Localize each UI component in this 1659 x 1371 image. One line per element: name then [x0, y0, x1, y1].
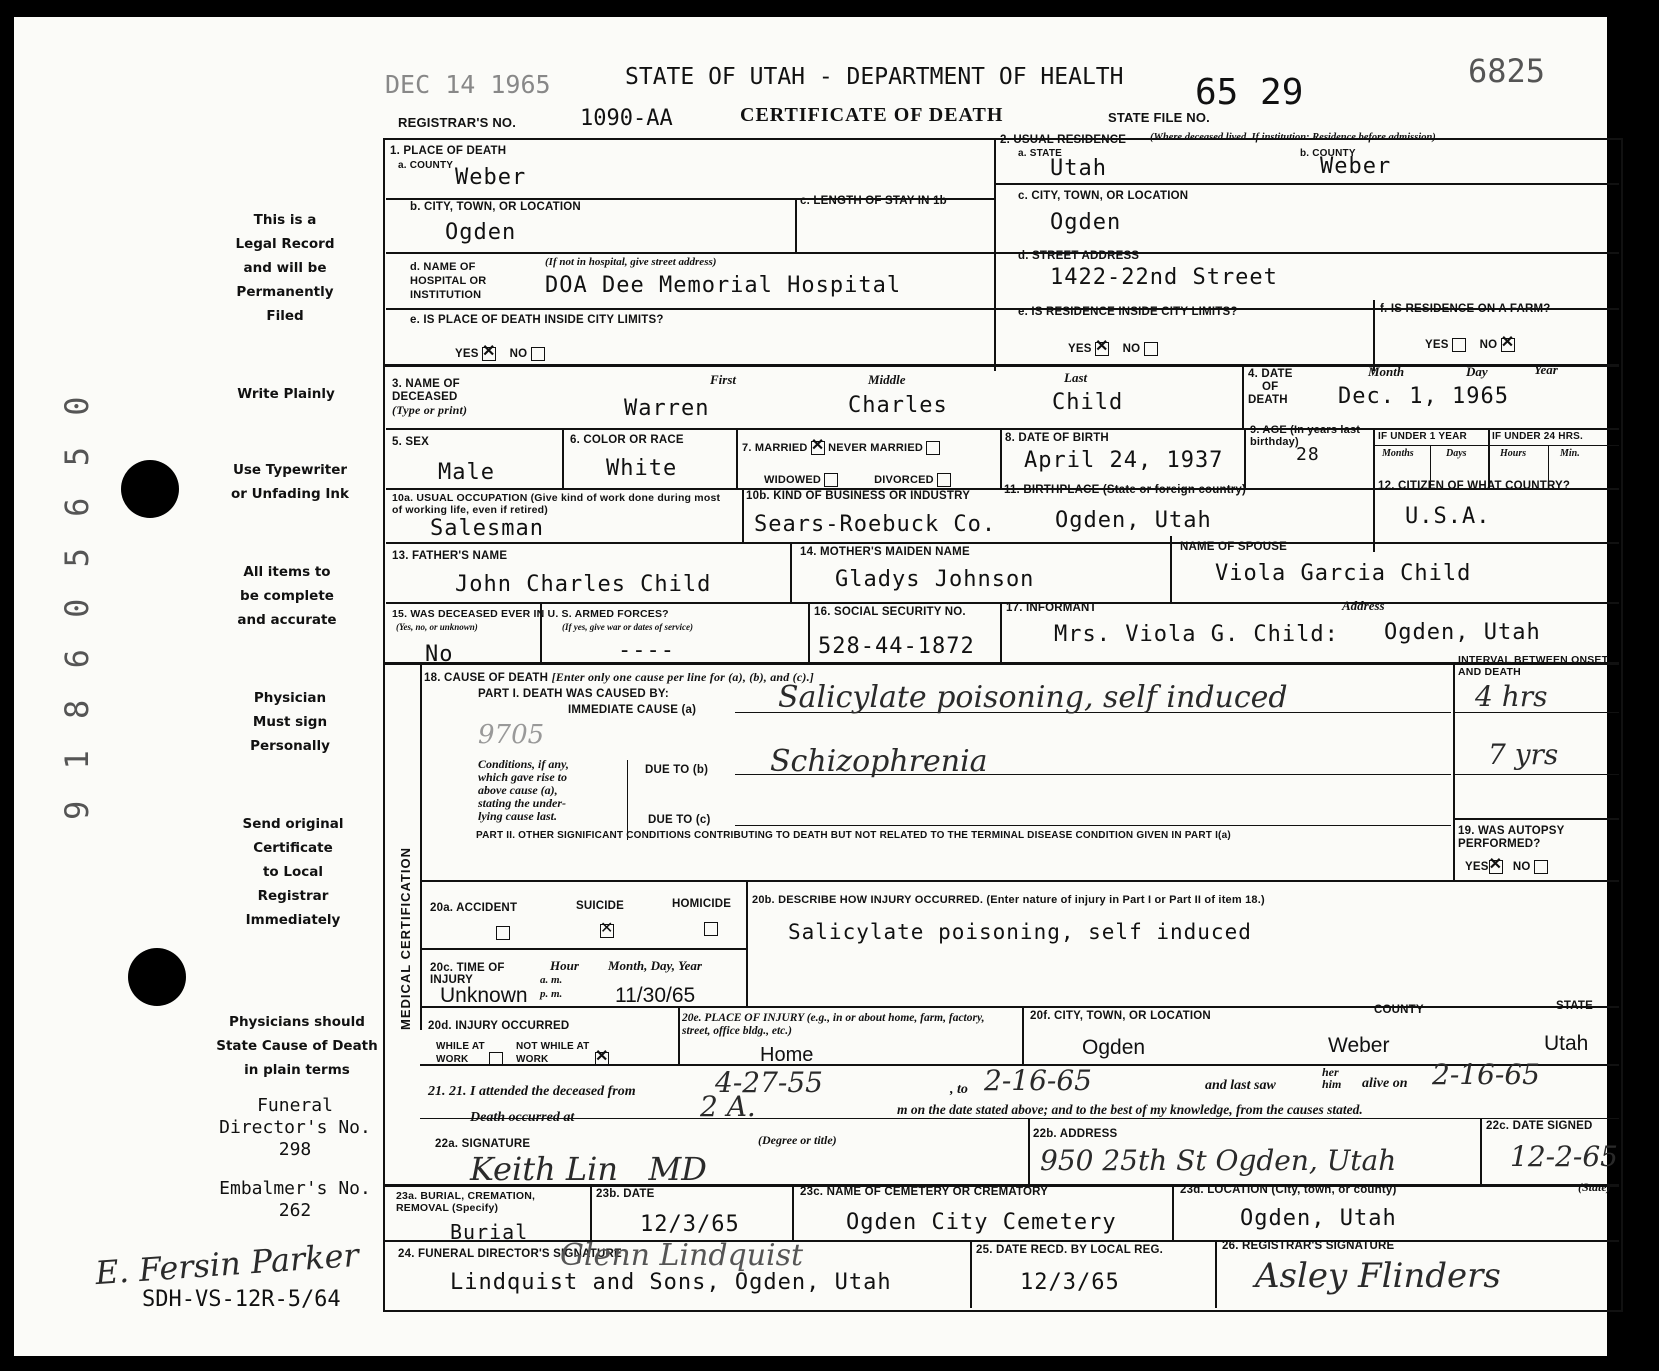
burial-location: Ogden, Utah — [1240, 1206, 1397, 1231]
never-married-checkbox[interactable] — [926, 441, 940, 455]
injury-how-label: 20b. DESCRIBE HOW INJURY OCCURRED. (Enter nature of injury in Part I or Part II of item 18.) — [752, 894, 1265, 906]
injury-time-label: 20c. TIME OF INJURY — [430, 962, 505, 986]
citizen-label: 12. CITIZEN OF WHAT COUNTRY? — [1378, 480, 1571, 492]
attended-from: 4-27-55 — [715, 1066, 823, 1099]
autopsy-checks: YES✕ NO — [1465, 860, 1548, 874]
knowledge-statement: m on the date stated above; and to the best of my knowledge, from the causes stated. — [897, 1102, 1363, 1117]
farm-no-checkbox[interactable] — [1501, 338, 1515, 352]
informant-address-label: Address — [1342, 598, 1385, 613]
res-state: Utah — [1050, 156, 1107, 181]
pm-label: p. m. — [540, 988, 563, 1000]
due-to-c-label: DUE TO (c) — [648, 814, 711, 826]
armed-dates: ---- — [618, 638, 675, 663]
injury-place-label: 20e. PLACE OF INJURY (e.g., in or about home, farm, factory, street, office bldg., etc.) — [682, 1012, 985, 1037]
middle-name-label: Middle — [868, 372, 906, 387]
day-label: Day — [1466, 364, 1488, 379]
res-city-label: c. CITY, TOWN, OR LOCATION — [1018, 190, 1189, 202]
injury-county: Weber — [1328, 1034, 1390, 1057]
divorced-checkbox[interactable] — [937, 473, 951, 487]
physician-address: 950 25th St Ogden, Utah — [1040, 1144, 1397, 1177]
her-him-label: her him — [1322, 1065, 1342, 1091]
armed-forces: No — [425, 642, 454, 667]
middle-name: Charles — [848, 393, 948, 418]
embalmer-label: Embalmer's No. 262 — [219, 1178, 371, 1221]
death-inside-city-yes-checkbox[interactable] — [482, 347, 496, 361]
business-label: 10b. KIND OF BUSINESS OR INDUSTRY — [746, 490, 971, 502]
hour-label: Hour — [550, 958, 579, 973]
interval-a: 4 hrs — [1475, 680, 1548, 713]
burial-date-label: 23b. DATE — [596, 1188, 655, 1200]
degree-label: (Degree or title) — [758, 1133, 837, 1147]
death-inside-city-label: e. IS PLACE OF DEATH INSIDE CITY LIMITS? — [410, 314, 664, 326]
father-label: 13. FATHER'S NAME — [392, 550, 508, 562]
injury-date-label: Month, Day, Year — [608, 958, 702, 973]
received-stamp: DEC 14 1965 — [385, 70, 551, 99]
funeral-director-sig-label: 24. FUNERAL DIRECTOR'S SIGNATURE — [398, 1248, 622, 1260]
autopsy-yes-checkbox[interactable] — [1489, 860, 1503, 874]
ssn: 528-44-1872 — [818, 634, 975, 659]
mother-label: 14. MOTHER'S MAIDEN NAME — [800, 546, 970, 558]
min-label: Min. — [1560, 448, 1580, 459]
embalmer-signature: E. Fersin Parker — [93, 1235, 360, 1293]
spouse-name: Viola Garcia Child — [1215, 561, 1472, 586]
date-of-death-label: 4. DATE OF DEATH — [1248, 368, 1293, 406]
suicide-label: SUICIDE — [576, 900, 625, 912]
am-label: a. m. — [540, 974, 563, 986]
punch-hole-bottom — [128, 948, 186, 1006]
address-label: 22b. ADDRESS — [1033, 1128, 1118, 1140]
injury-city: Ogden — [1082, 1036, 1146, 1059]
res-county: Weber — [1320, 154, 1392, 179]
cause-of-death-label: 18. CAUSE OF DEATH [Enter only one cause per line for (a), (b), and (c).] — [424, 670, 814, 684]
under-day-label: IF UNDER 24 HRS. — [1492, 431, 1583, 442]
while-work-checkbox[interactable] — [489, 1052, 503, 1066]
part2-label: PART II. OTHER SIGNIFICANT CONDITIONS CONTRIBUTING TO DEATH BUT NOT RELATED TO THE TERMINAL DISEASE CONDITION GIVEN IN PART I(a) — [476, 830, 1231, 841]
death-city-label: b. CITY, TOWN, OR LOCATION — [410, 201, 581, 213]
birthplace: Ogden, Utah — [1055, 508, 1212, 533]
burial-label: 23a. BURIAL, CREMATION, REMOVAL (Specify) — [396, 1190, 536, 1214]
autopsy-label: 19. WAS AUTOPSY PERFORMED? — [1458, 825, 1565, 850]
homicide-label: HOMICIDE — [672, 898, 732, 910]
race-label: 6. COLOR OR RACE — [570, 434, 684, 446]
farm-yes-checkbox[interactable] — [1452, 338, 1466, 352]
death-inside-city-checks: YES ✕ NO — [455, 347, 545, 361]
attended-label: 21. 21. I attended the deceased from — [428, 1084, 636, 1099]
date-received: 12/3/65 — [1020, 1270, 1120, 1295]
married-checkbox[interactable] — [811, 441, 825, 455]
registrar-number: 1090-AA — [580, 106, 673, 131]
accident-checkbox[interactable] — [496, 926, 510, 940]
cemetery: Ogden City Cemetery — [846, 1210, 1117, 1235]
date-signed-label: 22c. DATE SIGNED — [1486, 1120, 1593, 1132]
death-city: Ogden — [445, 220, 517, 245]
residence-note: (Where deceased lived. If institution: Residence before admission) — [1150, 132, 1436, 143]
funeral-home: Lindquist and Sons, Ogden, Utah — [450, 1270, 892, 1295]
last-name-label: Last — [1064, 370, 1088, 385]
spouse-label: NAME OF SPOUSE — [1180, 541, 1287, 553]
death-county: Weber — [455, 165, 527, 190]
res-state-label: a. STATE — [1018, 148, 1063, 159]
registrar-sig-label: 26. REGISTRAR'S SIGNATURE — [1222, 1240, 1395, 1252]
first-name: Warren — [624, 396, 710, 421]
informant-name: Mrs. Viola G. Child: — [1054, 622, 1339, 647]
alive-on-label: alive on — [1362, 1076, 1408, 1091]
death-occurred-at: 2 A. — [700, 1090, 756, 1123]
under-year-label: IF UNDER 1 YEAR — [1378, 431, 1467, 442]
deceased-name-label: 3. NAME OF DECEASED (Type or print) — [392, 378, 468, 417]
side-note-legal: This is a Legal Record and will be Permanently Filed — [235, 212, 335, 324]
hospital-note: (If not in hospital, give street address) — [545, 256, 717, 268]
widowed-checkbox[interactable] — [824, 473, 838, 487]
date-signed: 12-2-65 — [1510, 1140, 1618, 1173]
autopsy-no-checkbox[interactable] — [1534, 860, 1548, 874]
hours-label: Hours — [1500, 448, 1527, 459]
registrar-signature: Asley Flinders — [1255, 1256, 1501, 1296]
age: 28 — [1296, 444, 1320, 465]
mother-name: Gladys Johnson — [835, 567, 1035, 592]
last-name: Child — [1052, 390, 1124, 415]
part1-label: PART I. DEATH WAS CAUSED BY: — [478, 688, 669, 700]
ssn-label: 16. SOCIAL SECURITY NO. — [814, 606, 966, 618]
res-inside-city-yes-checkbox[interactable] — [1095, 342, 1109, 356]
funeral-director-signature: Glenn Lindquist — [560, 1238, 804, 1273]
informant-address: Ogden, Utah — [1384, 620, 1541, 645]
accident-label: 20a. ACCIDENT — [430, 902, 518, 914]
res-city: Ogden — [1050, 210, 1122, 235]
date-of-birth: April 24, 1937 — [1024, 448, 1224, 473]
occupation: Salesman — [430, 516, 544, 541]
side-note-complete: All items to be complete and accurate — [237, 564, 337, 628]
funeral-director-label: Funeral Director's No. 298 — [219, 1095, 371, 1160]
state-file-label: STATE FILE NO. — [1108, 110, 1210, 125]
interval-label: INTERVAL BETWEEN ONSET AND DEATH — [1458, 654, 1609, 678]
work-checks: WHILE AT WORK NOT WHILE AT WORK ✕ — [436, 1040, 609, 1066]
business: Sears-Roebuck Co. — [754, 512, 997, 537]
conditions-note: Conditions, if any, which gave rise to above cause (a), stating the under- lying cause last. — [478, 757, 569, 823]
informant-label: 17. INFORMANT — [1006, 602, 1097, 614]
months-label: Months — [1382, 448, 1414, 459]
days-label: Days — [1446, 448, 1467, 459]
injury-date: 11/30/65 — [615, 984, 696, 1007]
side-note-send: Send original Certificate to Local Registrar Immediately — [242, 816, 344, 928]
res-county-label: b. COUNTY — [1300, 148, 1356, 159]
certificate-title: CERTIFICATE OF DEATH — [740, 104, 1004, 126]
res-inside-city-label: e. IS RESIDENCE INSIDE CITY LIMITS? — [1018, 306, 1238, 318]
side-note-cause: Physicians should State Cause of Death in plain terms — [216, 1014, 378, 1078]
injury-time: Unknown — [440, 984, 528, 1007]
suicide-checkbox[interactable] — [600, 924, 614, 938]
injury-city-label: 20f. CITY, TOWN, OR LOCATION — [1030, 1010, 1211, 1022]
signature-label: 22a. SIGNATURE — [435, 1138, 531, 1150]
farm-checks: YES NO ✕ — [1425, 338, 1515, 352]
injury-state: Utah — [1544, 1032, 1589, 1055]
agency-title: STATE OF UTAH - DEPARTMENT OF HEALTH — [625, 64, 1124, 90]
birthplace-label: 11. BIRTHPLACE (State or foreign country) — [1004, 484, 1247, 496]
year-label: Year — [1534, 362, 1558, 377]
not-while-work-checkbox[interactable] — [595, 1052, 609, 1066]
first-name-label: First — [710, 372, 737, 387]
homicide-checkbox[interactable] — [704, 922, 718, 936]
month-label: Month — [1368, 364, 1405, 379]
hospital-name: DOA Dee Memorial Hospital — [545, 273, 902, 298]
race: White — [606, 456, 678, 481]
citizen: U.S.A. — [1405, 504, 1491, 529]
armed-forces-label: 15. WAS DECEASED EVER IN U. S. ARMED FORCES? — [392, 608, 669, 620]
father-name: John Charles Child — [455, 572, 712, 597]
state-file-number: 65 29 — [1195, 72, 1304, 113]
side-note-physician: Physician Must sign Personally — [250, 690, 330, 754]
date-received-label: 25. DATE RECD. BY LOCAL REG. — [976, 1244, 1164, 1256]
residence-label: 2. USUAL RESIDENCE — [1000, 134, 1127, 146]
injury-state-label: STATE — [1556, 1000, 1593, 1012]
due-to-b-label: DUE TO (b) — [645, 764, 709, 776]
cemetery-label: 23c. NAME OF CEMETERY OR CREMATORY — [800, 1186, 1049, 1198]
res-street-label: d. STREET ADDRESS — [1018, 250, 1140, 262]
last-saw-label: and last saw — [1205, 1078, 1276, 1093]
date-of-death: Dec. 1, 1965 — [1338, 384, 1509, 409]
interval-b: 7 yrs — [1488, 738, 1559, 771]
death-inside-city-no-checkbox[interactable] — [531, 347, 545, 361]
cause-code: 9705 — [478, 720, 545, 750]
death-occurred-label: Death occurred at — [470, 1110, 575, 1125]
hospital-label: d. NAME OF HOSPITAL OR INSTITUTION — [410, 261, 487, 301]
registrar-label: REGISTRAR'S NO. — [398, 115, 517, 130]
medical-certification-label: MEDICAL CERTIFICATION — [398, 846, 413, 1030]
immediate-cause-label: IMMEDIATE CAUSE (a) — [568, 704, 697, 716]
injury-place: Home — [760, 1044, 814, 1066]
side-note-typewriter: Use Typewriter or Unfading Ink — [230, 462, 350, 502]
physician-signature: Keith Lin MD — [470, 1150, 707, 1188]
injury-how: Salicylate poisoning, self induced — [788, 920, 1252, 944]
armed-sub2-label: (If yes, give war or dates of service) — [562, 622, 693, 632]
burial-state-label: (State) — [1578, 1180, 1611, 1194]
age-label: 9. AGE (In years last birthday) — [1250, 424, 1361, 448]
vertical-serial-number: 9 1 8 6 0 5 6 5 0 — [58, 390, 96, 820]
corner-number: 6825 — [1468, 52, 1546, 90]
marital-status: 7. MARRIED ✕ NEVER MARRIED WIDOWED DIVORCED — [742, 432, 951, 496]
stay-length-label: c. LENGTH OF STAY IN 1b — [800, 195, 947, 207]
dob-label: 8. DATE OF BIRTH — [1005, 432, 1109, 444]
farm-label: f. IS RESIDENCE ON A FARM? — [1380, 303, 1551, 315]
place-of-death-label: 1. PLACE OF DEATH — [390, 145, 507, 157]
sex: Male — [438, 460, 495, 485]
immediate-cause: Salicylate poisoning, self induced — [778, 680, 1288, 715]
form-number: SDH-VS-12R-5/64 — [142, 1287, 341, 1312]
injury-occurred-label: 20d. INJURY OCCURRED — [428, 1020, 570, 1032]
death-county-label: a. COUNTY — [398, 160, 454, 171]
occupation-label: 10a. USUAL OCCUPATION (Give kind of work done during most of working life, even if retired) — [392, 492, 721, 516]
injury-county-label: COUNTY — [1374, 1004, 1424, 1016]
armed-sub-label: (Yes, no, or unknown) — [396, 622, 478, 632]
sex-label: 5. SEX — [392, 436, 429, 448]
side-note-write-plainly: Write Plainly — [237, 386, 335, 402]
res-inside-city-no-checkbox[interactable] — [1144, 342, 1158, 356]
res-inside-city-checks: YES ✕ NO — [1068, 342, 1158, 356]
res-street: 1422-22nd Street — [1050, 265, 1278, 290]
alive-on-date: 2-16-65 — [1432, 1058, 1540, 1091]
punch-hole-top — [121, 460, 179, 518]
attended-to: 2-16-65 — [984, 1064, 1092, 1097]
burial-date: 12/3/65 — [640, 1212, 740, 1237]
burial: Burial — [450, 1220, 529, 1244]
burial-location-label: 23d. LOCATION (City, town, or county) — [1180, 1184, 1397, 1196]
due-to-b: Schizophrenia — [770, 744, 988, 779]
to-label: , to — [950, 1082, 968, 1097]
